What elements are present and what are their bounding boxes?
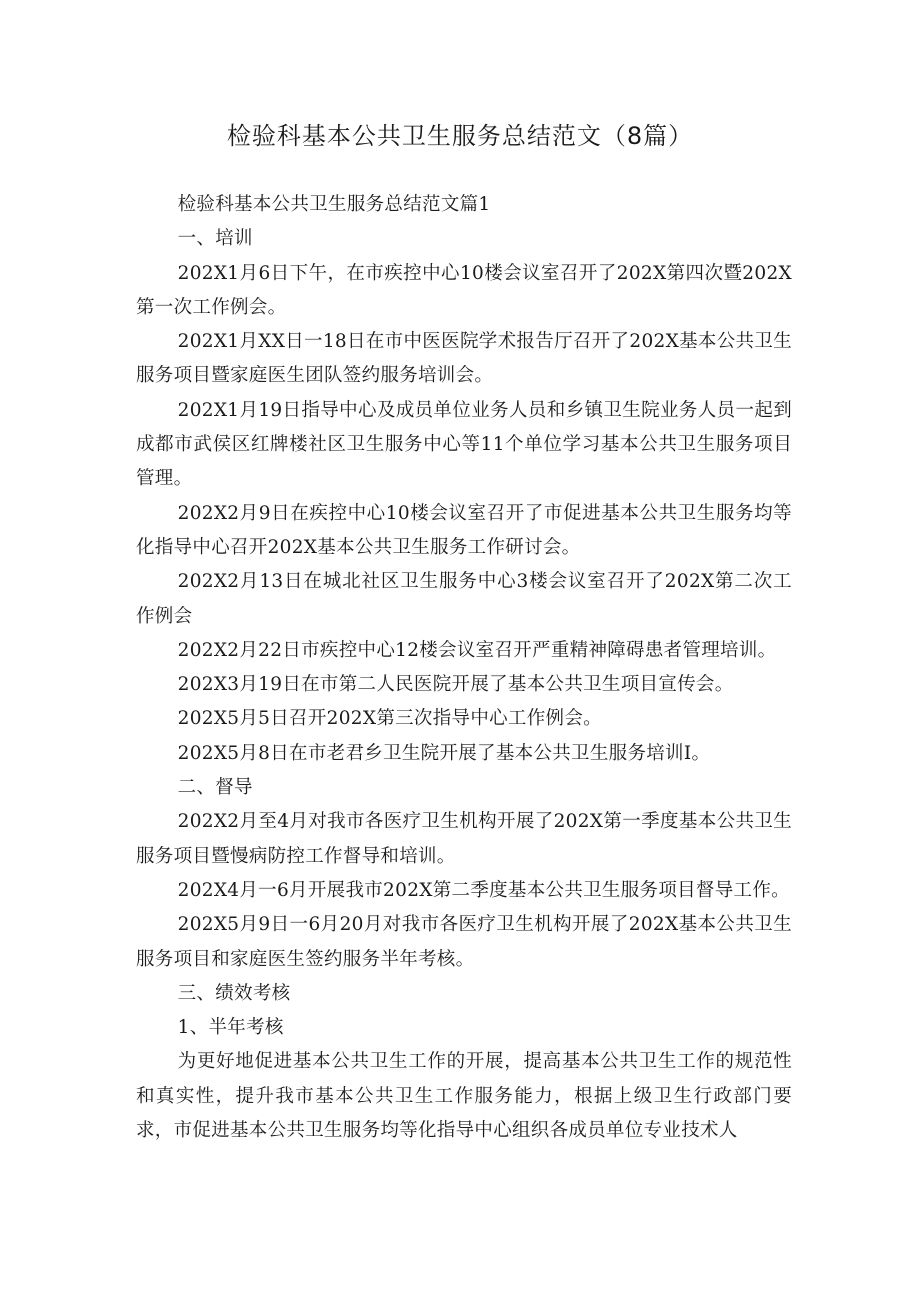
paragraph: 202X2月9日在疾控中心10楼会议室召开了市促进基本公共卫生服务均等化指导中心召开202X基本公共卫生服务工作研讨会。 [136, 502, 792, 558]
paragraph: 202X2月至4月对我市各医疗卫生机构开展了202X第一季度基本公共卫生服务项目暨慢病防控工作督导和培训。 [136, 811, 792, 867]
document-title: 检验科基本公共卫生服务总结范文（8篇） [226, 122, 694, 150]
subsection-heading: 二、督导 [177, 777, 253, 799]
paragraph: 202X4月一6月开展我市202X第二季度基本公共卫生服务项目督导工作。 [177, 879, 790, 901]
subsection-heading: 一、培训 [177, 228, 253, 250]
paragraph: 202X5月9日一6月20月对我市各医疗卫生机构开展了202X基本公共卫生服务项目和家庭医生签约服务半年考核。 [136, 914, 792, 970]
paragraph: 202X2月22日市疾控中心12楼会议室召开严重精神障碍患者管理培训。 [177, 639, 777, 661]
paragraph: 202X1月19日指导中心及成员单位业务人员和乡镇卫生院业务人员一起到成都市武侯区红牌楼社区卫生服务中心等11个单位学习基本公共卫生服务项目管理。 [136, 399, 792, 490]
paragraph: 202X5月8日在市老君乡卫生院开展了基本公共卫生服务培训I。 [177, 742, 711, 764]
paragraph: 为更好地促进基本公共卫生工作的开展，提高基本公共卫生工作的规范性和真实性，提升我市基本公共卫生工作服务能力，根据上级卫生行政部门要求，市促进基本公共卫生服务均等化指导中心组织各成员单位专业技术人 [136, 1051, 792, 1142]
section-heading: 检验科基本公共卫生服务总结范文篇1 [177, 194, 491, 215]
paragraph: 202X5月5日召开202X第三次指导中心工作例会。 [177, 708, 602, 730]
paragraph: 202X1月XX日一18日在市中医医院学术报告厅召开了202X基本公共卫生服务项目暨家庭医生团队签约服务培训会。 [136, 331, 792, 387]
subsection-heading: 1、半年考核 [177, 1017, 284, 1039]
subsection-heading: 三、绩效考核 [177, 982, 291, 1004]
document-body [136, 188, 792, 1148]
paragraph: 202X1月6日下午，在市疾控中心10楼会议室召开了202X第四次暨202X第一次工作例会。 [136, 262, 792, 318]
paragraph: 202X2月13日在城北社区卫生服务中心3楼会议室召开了202X第二次工作例会 [136, 571, 792, 627]
paragraph: 202X3月19日在市第二人民医院开展了基本公共卫生项目宣传会。 [177, 674, 734, 696]
